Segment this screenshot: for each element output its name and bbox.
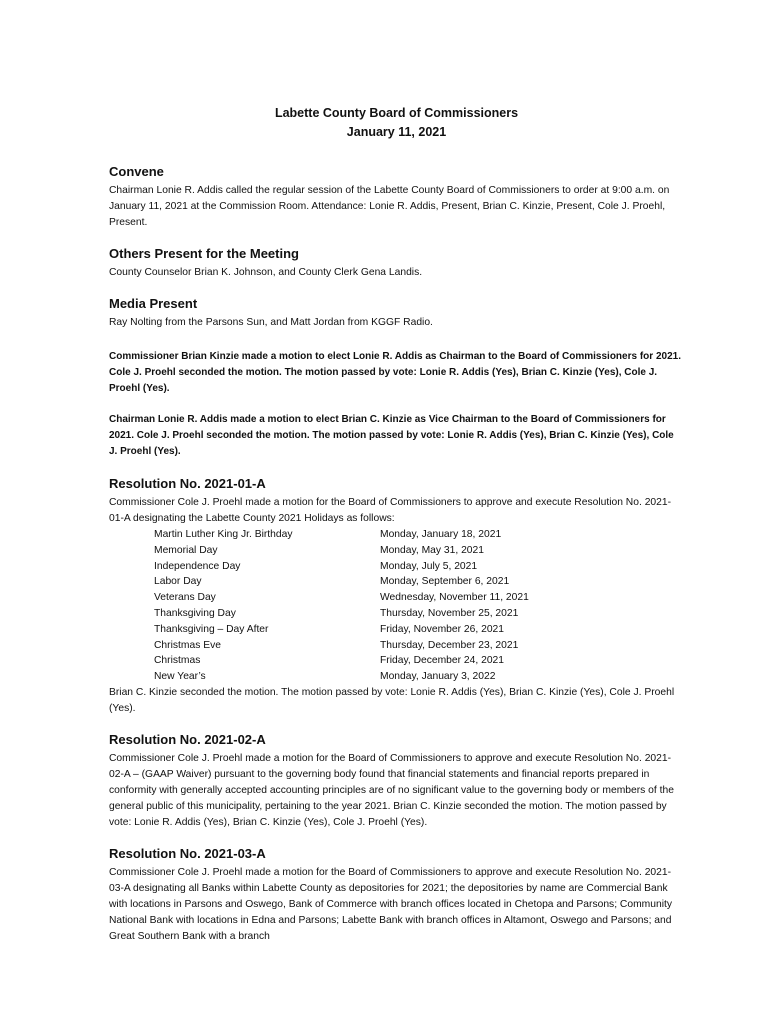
- holiday-list: [154, 527, 684, 685]
- holiday-date: Monday, September 6, 2021: [380, 576, 510, 588]
- holiday-name: Thanksgiving Day: [154, 607, 236, 619]
- holiday-row: [154, 527, 684, 543]
- chairman-motion: Commissioner Brian Kinzie made a motion to elect Lonie R. Addis as Chairman to the Board of Commissioners for 2021. Cole J. Proehl seconded the motion. The motion passed by vote: Lonie R. Addis (Yes), Brian C. Kinzie (Yes), Cole J. Proehl (Yes).: [109, 351, 681, 394]
- holiday-name: Martin Luther King Jr. Birthday: [154, 529, 293, 540]
- holiday-date: Monday, January 3, 2022: [380, 671, 496, 683]
- holiday-row: [154, 559, 684, 575]
- holiday-row: [154, 669, 684, 685]
- document-date: January 11, 2021: [346, 125, 447, 139]
- holiday-name: Christmas: [154, 655, 201, 667]
- resolution-03-text: Commissioner Cole J. Proehl made a motion for the Board of Commissioners to approve and execute Resolution No. 2021-03-A designating all Banks within Labette County as depositories for 2021; the depositories by name are Commercial Bank with locations in Parsons and Oswego, Bank of Commerce with branch offices located in Chetopa and Parsons; Community National Bank with locations in Edna and Parsons; Labette Bank with branch offices in Altamont, Oswego and Parsons; and Great Southern Bank with a branch: [109, 866, 672, 942]
- holiday-date: Monday, July 5, 2021: [380, 560, 478, 572]
- resolution-01-closing: Brian C. Kinzie seconded the motion. The motion passed by vote: Lonie R. Addis (Yes), Brian C. Kinzie (Yes), Cole J. Proehl (Yes).: [109, 686, 675, 714]
- holiday-date: Thursday, November 25, 2021: [380, 607, 519, 619]
- holiday-name: Thanksgiving – Day After: [154, 623, 269, 635]
- convene-text: Chairman Lonie R. Addis called the regular session of the Labette County Board of Commissioners to order at 9:00 a.m. on January 11, 2021 at the Commission Room. Attendance: Lonie R. Addis, Present, Brian C. Kinzie, Present, Cole J. Proehl, Present.: [109, 185, 670, 228]
- media-present-section: [109, 295, 684, 331]
- vice-chairman-motion: Chairman Lonie R. Addis made a motion to elect Brian C. Kinzie as Vice Chairman to the Board of Commissioners for 2021. Cole J. Proehl seconded the motion. The motion passed by vote: Lonie R. Addis (Yes), Brian C. Kinzie (Yes), Cole J. Proehl (Yes).: [109, 414, 674, 457]
- resolution-02-heading: Resolution No. 2021-02-A: [109, 731, 266, 747]
- holiday-row: [154, 543, 684, 559]
- convene-section: [109, 163, 684, 231]
- resolution-02-section: [109, 731, 684, 831]
- document-body: [109, 104, 684, 959]
- media-present-heading: Media Present: [109, 296, 198, 311]
- resolution-03-heading: Resolution No. 2021-03-A: [109, 845, 266, 861]
- holiday-row: [154, 653, 684, 669]
- holiday-date: Monday, May 31, 2021: [380, 544, 484, 556]
- holiday-name: Independence Day: [154, 560, 241, 572]
- holiday-name: Veterans Day: [154, 592, 216, 604]
- holiday-row: [154, 590, 684, 606]
- holiday-date: Friday, December 24, 2021: [380, 655, 505, 667]
- holiday-date: Friday, November 26, 2021: [380, 623, 505, 635]
- holiday-row: [154, 574, 684, 590]
- resolution-01-section: [109, 475, 684, 717]
- holiday-name: New Year’s: [154, 671, 206, 683]
- holiday-date: Wednesday, November 11, 2021: [380, 592, 529, 604]
- holiday-name: Labor Day: [154, 576, 202, 588]
- document-title: Labette County Board of Commissioners: [274, 106, 519, 120]
- media-present-text: Ray Nolting from the Parsons Sun, and Matt Jordan from KGGF Radio.: [109, 317, 433, 328]
- resolution-02-text: Commissioner Cole J. Proehl made a motion for the Board of Commissioners to approve and execute Resolution No. 2021-02-A – (GAAP Waiver) pursuant to the governing body found that financial statements and financial reports prepared in conformity with generally accepted accounting principles are of no significant value to the governing body or members of the general public of this municipality, pertaining to the year 2021. Brian C. Kinzie seconded the motion. The motion passed by vote: Lonie R. Addis (Yes), Brian C. Kinzie (Yes), Cole J. Proehl (Yes).: [109, 752, 674, 828]
- resolution-03-section: [109, 845, 684, 945]
- resolution-01-heading: Resolution No. 2021-01-A: [109, 476, 266, 491]
- resolution-01-intro: Commissioner Cole J. Proehl made a motion for the Board of Commissioners to approve and execute Resolution No. 2021-01-A designating the Labette County 2021 Holidays as follows:: [109, 497, 672, 524]
- holiday-name: Christmas Eve: [154, 639, 221, 651]
- holiday-row: [154, 606, 684, 622]
- holiday-date: Monday, January 18, 2021: [380, 529, 502, 540]
- title-block: [109, 104, 684, 142]
- convene-heading: Convene: [109, 164, 164, 179]
- holiday-name: Memorial Day: [154, 544, 218, 556]
- holiday-row: [154, 622, 684, 638]
- others-present-section: [109, 245, 684, 281]
- others-present-text: County Counselor Brian K. Johnson, and County Clerk Gena Landis.: [109, 267, 423, 278]
- holiday-row: [154, 638, 684, 654]
- holiday-date: Thursday, December 23, 2021: [380, 639, 519, 651]
- others-present-heading: Others Present for the Meeting: [109, 246, 299, 261]
